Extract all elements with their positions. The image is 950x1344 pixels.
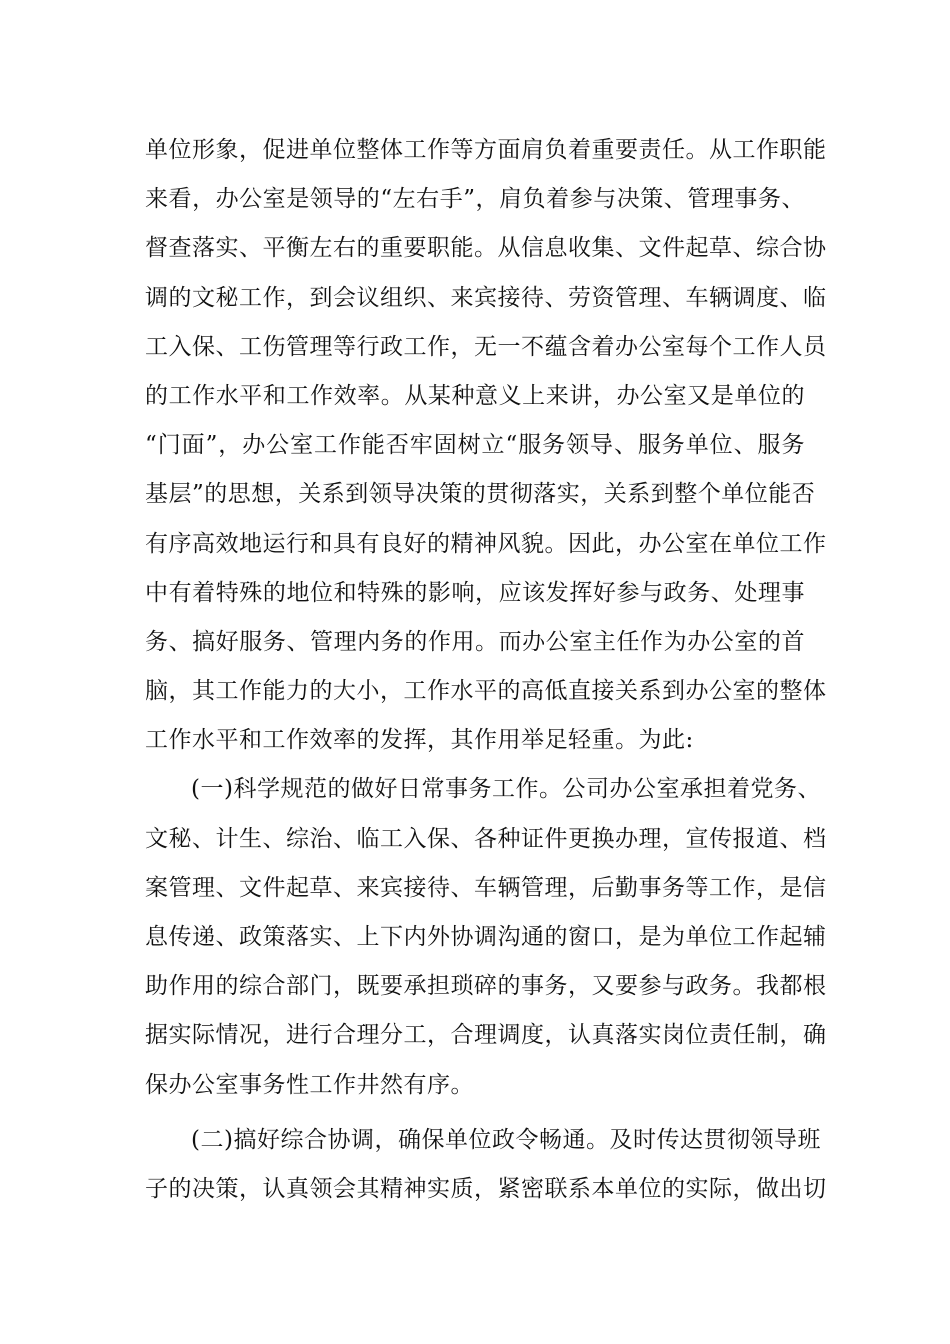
text-line: 案管理、文件起草、来宾接待、车辆管理，后勤事务等工作，是信 bbox=[145, 874, 827, 901]
text-line: 来看，办公室是领导的“左右手”，肩负着参与决策、管理事务、 bbox=[145, 186, 805, 213]
paragraph-3 bbox=[145, 1116, 827, 1214]
text-line: 基层”的思想，关系到领导决策的贯彻落实，关系到整个单位能否 bbox=[145, 481, 816, 508]
text-line: 务、搞好服务、管理内务的作用。而办公室主任作为办公室的首 bbox=[145, 628, 805, 655]
text-line: 有序高效地运行和具有良好的精神风貌。因此，办公室在单位工作 bbox=[145, 530, 827, 557]
text-line: 工入保、工伤管理等行政工作，无一不蕴含着办公室每个工作人员 bbox=[145, 333, 827, 360]
text-line: 据实际情况，进行合理分工，合理调度，认真落实岗位责任制，确 bbox=[145, 1022, 827, 1049]
text-line: 子的决策，认真领会其精神实质，紧密联系本单位的实际，做出切 bbox=[145, 1175, 827, 1202]
text-line: 脑，其工作能力的大小，工作水平的高低直接关系到办公室的整体 bbox=[145, 678, 827, 705]
text-line: 工作水平和工作效率的发挥，其作用举足轻重。为此: bbox=[145, 727, 694, 754]
text-line: 督查落实、平衡左右的重要职能。从信息收集、文件起草、综合协 bbox=[145, 235, 827, 262]
paragraph-1 bbox=[145, 126, 827, 765]
text-line: “门面”，办公室工作能否牢固树立“服务领导、服务单位、服务 bbox=[145, 432, 805, 459]
paragraph-2 bbox=[145, 765, 827, 1109]
text-line: 文秘、计生、综治、临工入保、各种证件更换办理，宣传报道、档 bbox=[145, 825, 827, 852]
text-line: 中有着特殊的地位和特殊的影响，应该发挥好参与政务、处理事 bbox=[145, 579, 805, 606]
text-line: 助作用的综合部门，既要承担琐碎的事务，又要参与政务。我都根 bbox=[145, 973, 827, 1000]
document-body bbox=[145, 126, 827, 1214]
text-line: 调的文秘工作，到会议组织、来宾接待、劳资管理、车辆调度、临 bbox=[145, 284, 827, 311]
text-line: 的工作水平和工作效率。从某种意义上来讲，办公室又是单位的 bbox=[145, 382, 805, 409]
text-line: 息传递、政策落实、上下内外协调沟通的窗口，是为单位工作起辅 bbox=[145, 924, 827, 950]
text-line: 单位形象，促进单位整体工作等方面肩负着重要责任。从工作职能 bbox=[145, 137, 827, 163]
text-line: 保办公室事务性工作井然有序。 bbox=[145, 1071, 474, 1098]
text-line: (一)科学规范的做好日常事务工作。公司办公室承担着党务、 bbox=[191, 776, 821, 803]
text-line: (二)搞好综合协调，确保单位政令畅通。及时传达贯彻领导班 bbox=[191, 1126, 821, 1153]
